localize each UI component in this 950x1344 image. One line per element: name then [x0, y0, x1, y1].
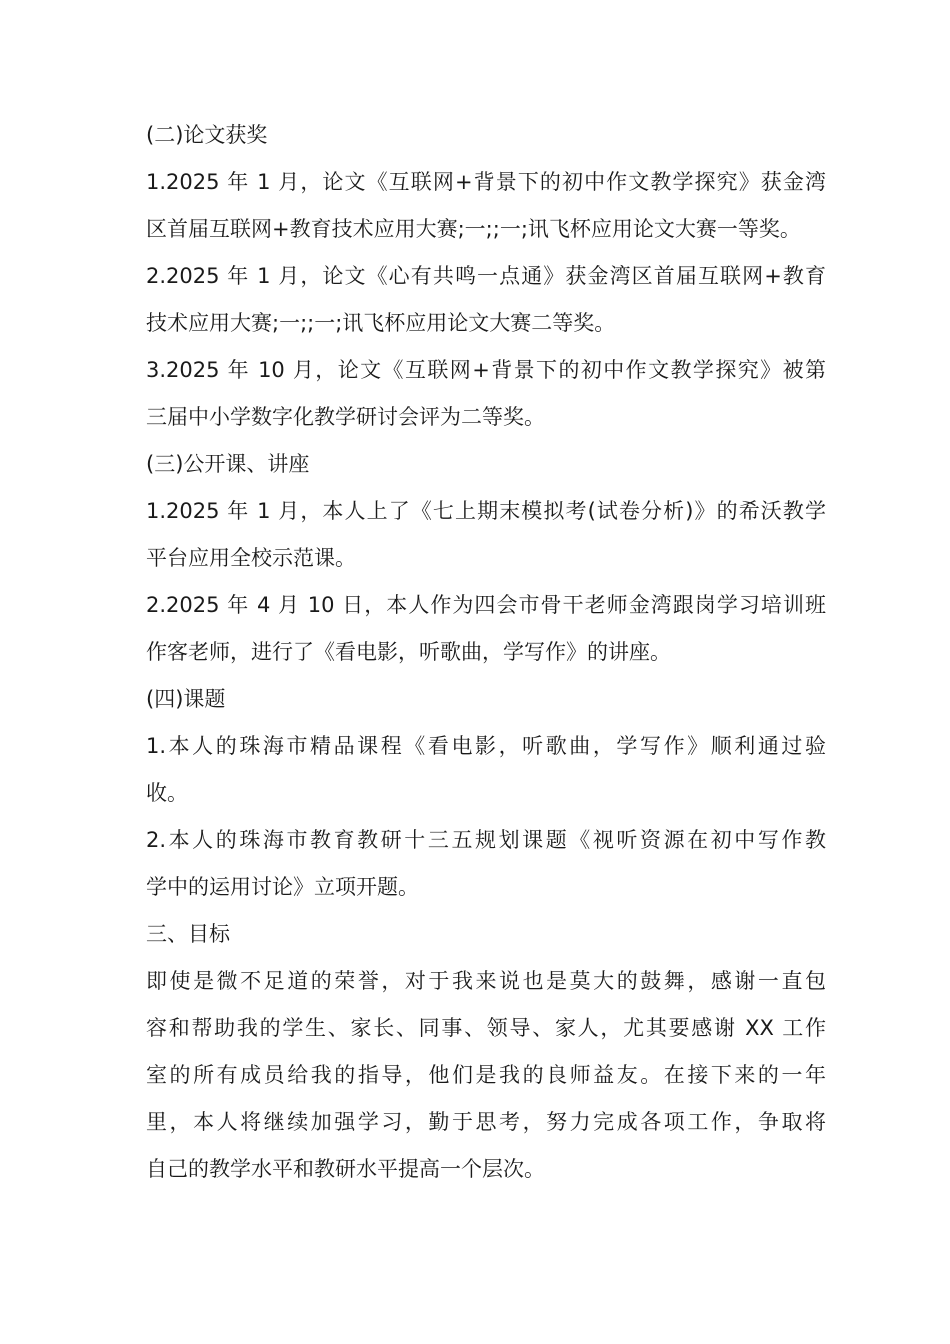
paragraph-line: 2.2025 年 1 月，论文《心有共鸣一点通》获金湾区首届互联网+教育 [146, 264, 826, 288]
paragraph-line: 平台应用全校示范课。 [146, 546, 356, 570]
paragraph-line: 区首届互联网+教育技术应用大赛;一;;一;讯飞杯应用论文大赛一等奖。 [146, 217, 801, 241]
paragraph-line: 1.2025 年 1 月，本人上了《七上期末模拟考(试卷分析)》的希沃教学 [146, 499, 826, 523]
paragraph-line: 自己的教学水平和教研水平提高一个层次。 [146, 1157, 545, 1181]
paragraph-line: 1.2025 年 1 月，论文《互联网+背景下的初中作文教学探究》获金湾 [146, 170, 826, 194]
paragraph-line: 2.2025 年 4 月 10 日，本人作为四会市骨干老师金湾跟岗学习培训班 [146, 593, 826, 617]
paragraph-line: 室的所有成员给我的指导，他们是我的良师益友。在接下来的一年 [146, 1063, 826, 1087]
paragraph-line: 3.2025 年 10 月，论文《互联网+背景下的初中作文教学探究》被第 [146, 358, 826, 382]
paragraph-line: 1.本人的珠海市精品课程《看电影，听歌曲，学写作》顺利通过验 [146, 734, 826, 758]
section-heading-research-project: (四)课题 [146, 687, 226, 711]
paragraph-line: 即使是微不足道的荣誉，对于我来说也是莫大的鼓舞，感谢一直包 [146, 969, 826, 993]
paragraph-line: 三届中小学数字化教学研讨会评为二等奖。 [146, 405, 545, 429]
section-heading-open-class: (三)公开课、讲座 [146, 452, 310, 476]
paragraph-line: 里，本人将继续加强学习，勤于思考，努力完成各项工作，争取将 [146, 1110, 826, 1134]
paragraph-line: 容和帮助我的学生、家长、同事、领导、家人，尤其要感谢 XX 工作 [146, 1016, 826, 1040]
paragraph-line: 学中的运用讨论》立项开题。 [146, 875, 419, 899]
paragraph-line: 作客老师，进行了《看电影，听歌曲，学写作》的讲座。 [146, 640, 671, 664]
section-heading-paper-awards: (二)论文获奖 [146, 123, 268, 147]
paragraph-line: 2.本人的珠海市教育教研十三五规划课题《视听资源在初中写作教 [146, 828, 826, 852]
paragraph-line: 技术应用大赛;一;;一;讯飞杯应用论文大赛二等奖。 [146, 311, 616, 335]
section-heading-goals: 三、目标 [146, 922, 230, 946]
paragraph-line: 收。 [146, 781, 188, 805]
document-body [146, 112, 826, 1193]
